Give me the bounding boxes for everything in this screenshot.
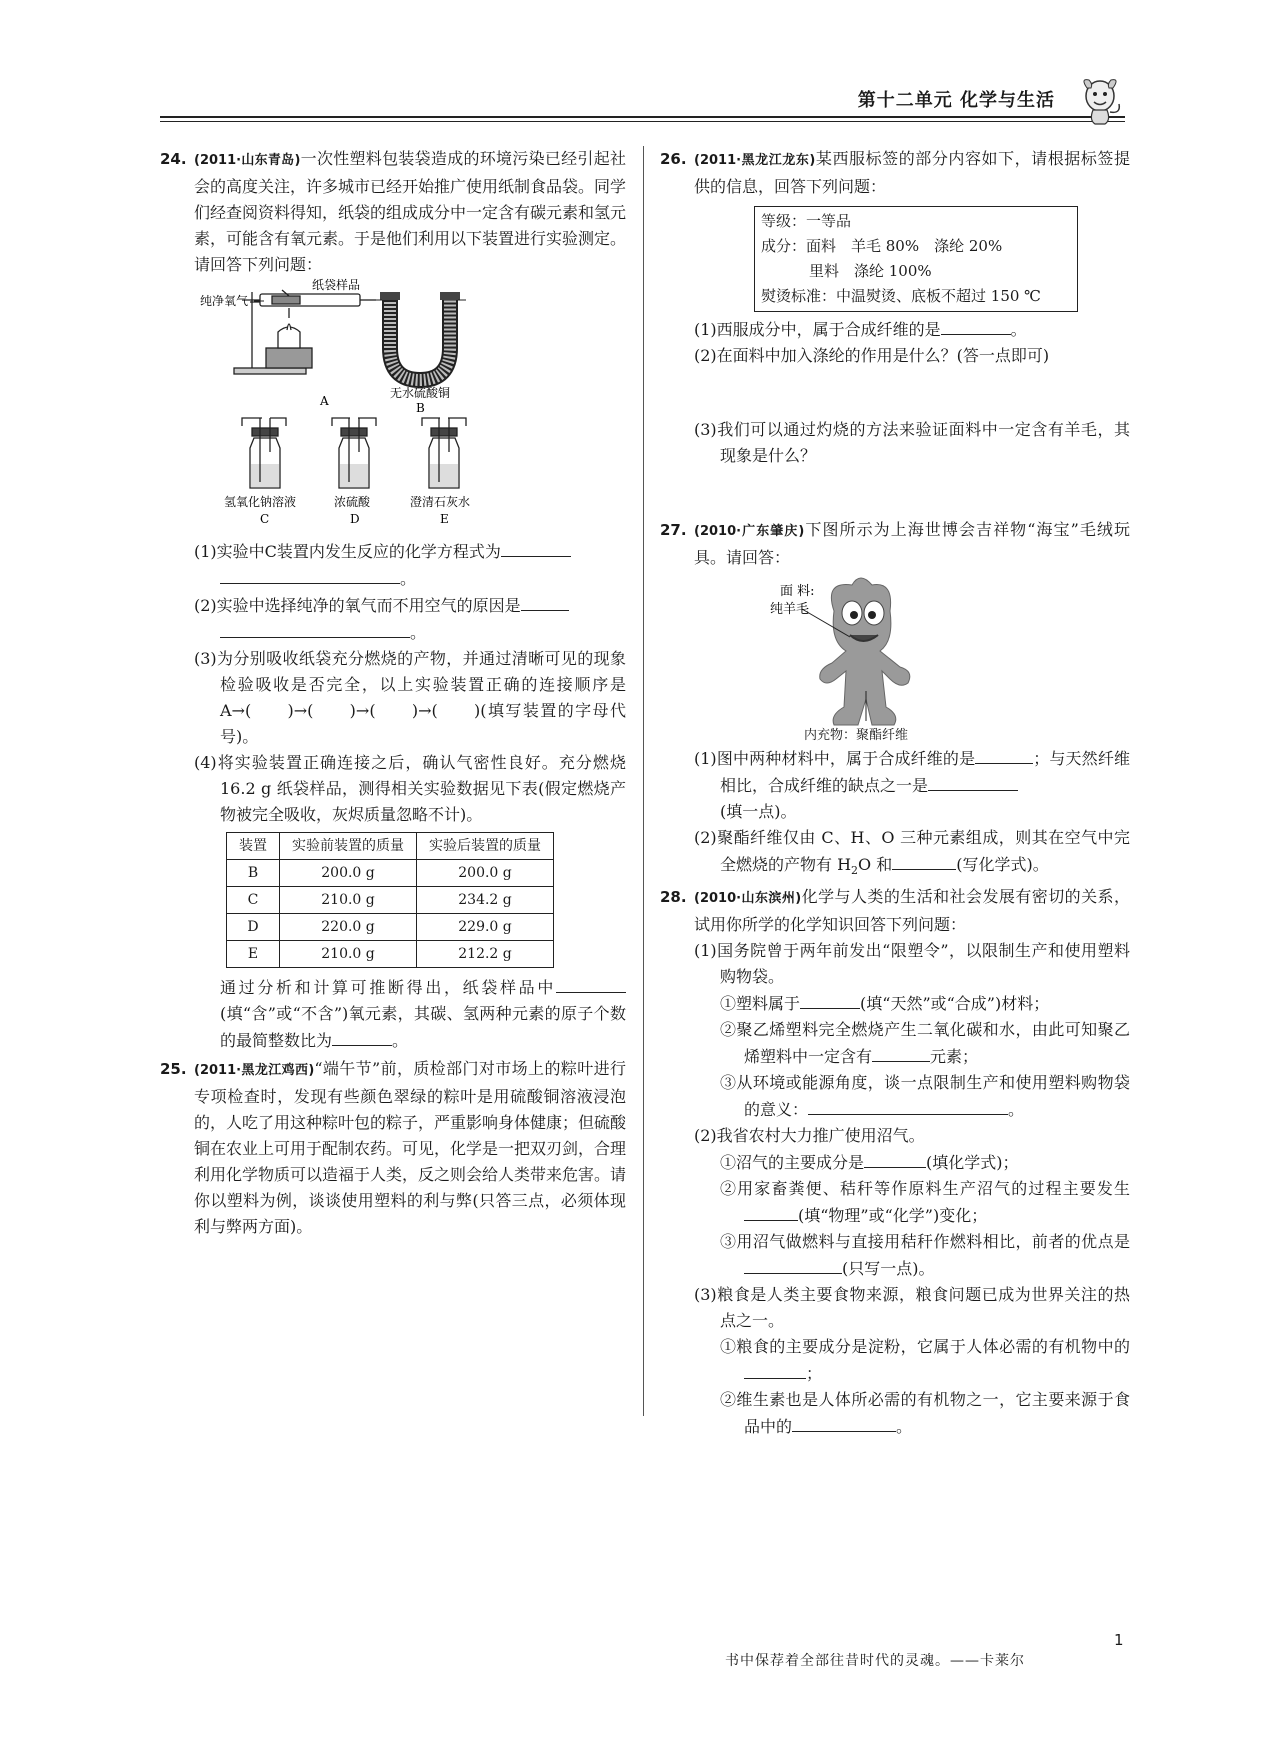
table-cell: 200.0 g [280, 860, 417, 887]
label-b: B [416, 401, 425, 415]
haibao-toy-image [694, 571, 1130, 731]
q28-part-1-3 [694, 1070, 1130, 1123]
part-text: (1)实验中C装置内发生反应的化学方程式为 [194, 542, 501, 561]
question-source: (2010·山东滨州) [694, 891, 802, 907]
question-number: 26. [660, 150, 687, 168]
question-stem: 一次性塑料包装袋造成的环境污染已经引起社会的高度关注，许多城市已经开始推广使用纸制食品袋。同学们经查阅资料得知，纸袋的组成成分中一定含有碳元素和氢元素，可能含有氧元素。于是他们利用以下装置进行实验测定。请回答下列问题： [194, 149, 627, 274]
label-e-name: 澄清石灰水 [410, 495, 471, 509]
answer-blank[interactable] [744, 1255, 842, 1274]
label-e: E [440, 512, 449, 526]
table-cell: 229.0 g [417, 914, 554, 941]
table-cell: E [227, 941, 280, 968]
unit-title: 第十二单元 化学与生活 [857, 90, 1055, 111]
label-oxygen: 纯净氧气 [200, 294, 249, 308]
answer-blank[interactable] [975, 745, 1033, 764]
answer-blank[interactable] [744, 1202, 798, 1221]
label-sample: 纸袋样品 [312, 278, 361, 292]
right-column [660, 146, 1130, 1440]
answer-blank[interactable] [800, 990, 860, 1009]
q24-part-2 [194, 592, 626, 646]
answer-blank[interactable] [941, 316, 1011, 335]
bottle-d [332, 418, 376, 488]
label-a: A [320, 394, 329, 408]
part-text: ③从环境或能源角度，谈一点限制生产和使用塑料购物袋的意义： [720, 1073, 1130, 1120]
page-header [160, 84, 1125, 124]
garment-label [754, 206, 1078, 312]
part-end: 。 [392, 1031, 409, 1050]
q28-part-2-2 [694, 1176, 1130, 1229]
question-source: (2010·广东肇庆) [694, 524, 805, 539]
question-27 [660, 517, 1130, 884]
page-number: 1 [1114, 1631, 1124, 1649]
q26-part-3: (3)我们可以通过灼烧的方法来验证面料中一定含有羊毛，其现象是什么？ [694, 420, 1130, 465]
question-source: (2011·黑龙江鸡西) [194, 1063, 315, 1078]
left-column [160, 146, 626, 1240]
question-25 [160, 1056, 626, 1240]
table-row [227, 860, 554, 887]
header-rule [160, 116, 1125, 118]
haibao-figure [694, 571, 1130, 731]
q27-part-2 [694, 825, 1130, 884]
question-number: 25. [160, 1060, 187, 1078]
part-text: (2)实验中选择纯净的氧气而不用空气的原因是 [194, 596, 521, 615]
q28-part-2-1 [694, 1149, 1130, 1176]
bottle-c [242, 418, 286, 488]
q26-part-1 [694, 316, 1130, 343]
q24-part-1 [194, 538, 626, 592]
table-cell: 234.2 g [417, 887, 554, 914]
q28-part-3-1 [694, 1334, 1130, 1387]
table-cell: B [227, 860, 280, 887]
label-filling: 内充物：聚酯纤维 [804, 728, 909, 743]
question-stem: “端午节”前，质检部门对市场上的粽叶进行专项检查时，发现有些颜色翠绿的粽叶是用硫酸铜溶液浸泡的，人吃了用这种粽叶包的粽子，严重影响身体健康；但硫酸铜在农业上可用于配制农药。可见，化学是一把双刃剑，合理利用化学物质可以造福于人类，反之则会给人类带来危害。请你以塑料为例，谈谈使用塑料的利与弊(只答三点，必须体现利与弊两方面)。 [194, 1059, 627, 1236]
q24-part-4: (4)将实验装置正确连接之后，确认气密性良好。充分燃烧 16.2 g 纸袋样品，测得相关实验数据见下表(假定燃烧产物被完全吸收，灰烬质量忽略不计)。 [194, 753, 626, 824]
q24-part-5 [194, 974, 626, 1054]
part-text: (填“含”或“不含”)氧元素，其碳、氢两种元素的原子个数的最简整数比为 [220, 1004, 626, 1050]
question-24 [160, 146, 626, 1054]
part-text: ； [806, 1364, 823, 1384]
part-text: ；与天然纤维相比，合成纤维的缺点之一是 [720, 749, 1130, 795]
question-stem: 下图所示为上海世博会吉祥物“海宝”毛绒玩具。请回答： [694, 520, 1130, 567]
answer-blank[interactable] [744, 1360, 806, 1379]
q24-part-3: (3)为分别吸收纸袋充分燃烧的产物，并通过清晰可见的现象检验吸收是否完全，以上实验装置正确的连接顺序是 A→( )→( )→( )→( )(填写装置的字母代号)。 [194, 649, 626, 746]
q28-part-1-1 [694, 990, 1130, 1017]
bottle-e [422, 418, 466, 488]
part-text: 通过分析和计算可推断得出，纸袋样品中 [220, 978, 556, 997]
q28-part-1: (1)国务院曾于两年前发出“限塑令”，以限制生产和使用塑料购物袋。 [694, 941, 1130, 987]
q28-part-3-2 [694, 1387, 1130, 1440]
part-text: (2)聚酯纤维仅由 C、H、O 三种元素组成，则其在空气中完全燃烧的产物有 H [694, 828, 1130, 874]
part-text: ②用家畜粪便、秸秆等作原料生产沼气的过程主要发生 [720, 1179, 1130, 1199]
question-source: (2011·黑龙江龙东) [694, 153, 816, 168]
answer-blank[interactable] [872, 1043, 930, 1062]
table-cell: 200.0 g [417, 860, 554, 887]
answer-blank[interactable] [864, 1149, 926, 1168]
question-stem: 化学与人类的生活和社会发展有密切的关系，试用你所学的化学知识回答下列问题： [694, 887, 1130, 935]
table-cell: 210.0 g [280, 887, 417, 914]
label-c: C [260, 512, 270, 526]
table-header-row [227, 833, 554, 860]
answer-blank[interactable] [792, 1413, 896, 1432]
q28-part-2: (2)我省农村大力推广使用沼气。 [694, 1126, 925, 1146]
part-text: (1)图中两种材料中，属于合成纤维的是 [694, 749, 976, 768]
table-row [227, 887, 554, 914]
answer-blank[interactable] [220, 565, 400, 584]
q28-part-2-3 [694, 1229, 1130, 1282]
question-number: 24. [160, 150, 187, 168]
answer-blank[interactable] [928, 772, 1018, 791]
part-text: (填“物理”或“化学”)变化； [798, 1206, 988, 1226]
table-header: 实验后装置的质量 [417, 833, 554, 860]
table-row [227, 914, 554, 941]
apparatus-diagram [194, 278, 626, 538]
part-text: 。 [1008, 1100, 1025, 1120]
mass-data-table [226, 832, 554, 968]
answer-blank[interactable] [892, 851, 956, 870]
question-source: (2011·山东青岛) [194, 153, 301, 168]
subscript: 2 [851, 864, 859, 878]
part-text: ②聚乙烯塑料完全燃烧产生二氧化碳和水，由此可知聚乙烯塑料中一定含有 [720, 1020, 1130, 1067]
part-text: ①粮食的主要成分是淀粉，它属于人体必需的有机物中的 [720, 1337, 1130, 1357]
answer-blank[interactable] [501, 538, 571, 557]
part-text: ②维生素也是人体所必需的有机物之一，它主要来源于食品中的 [720, 1390, 1130, 1437]
answer-blank[interactable] [220, 619, 410, 638]
part-end: 。 [410, 623, 427, 642]
table-row [227, 941, 554, 968]
column-divider [643, 146, 644, 1416]
mascot-icon [1075, 74, 1125, 126]
table-cell: 220.0 g [280, 914, 417, 941]
q28-part-1-2 [694, 1017, 1130, 1070]
answer-blank[interactable] [521, 592, 569, 611]
question-26 [660, 146, 1130, 469]
question-number: 27. [660, 521, 687, 539]
table-cell: D [227, 914, 280, 941]
label-d-name: 浓硫酸 [334, 495, 371, 509]
q26-part-2: (2)在面料中加入涤纶的作用是什么？(答一点即可) [694, 346, 1050, 365]
table-header: 装置 [227, 833, 280, 860]
question-28 [660, 884, 1130, 1440]
apparatus-figure [194, 278, 626, 538]
apparatus-a [234, 290, 376, 374]
part-text: ③用沼气做燃料与直接用秸秆作燃料相比，前者的优点是 [720, 1232, 1130, 1252]
label-face-wool: 纯羊毛 [770, 602, 810, 617]
q28-part-3: (3)粮食是人类主要食物来源，粮食问题已成为世界关注的热点之一。 [694, 1285, 1130, 1331]
footer-quote: 书中保荐着全部往昔时代的灵魂。——卡莱尔 [725, 1653, 1025, 1669]
part-end: 。 [400, 569, 417, 588]
part-text: (填“天然”或“合成”)材料； [860, 994, 1050, 1014]
label-d: D [350, 512, 360, 526]
part-text: (填化学式)； [926, 1153, 1019, 1173]
label-line: 等级：一等品 [761, 212, 852, 230]
part-text: (只写一点)。 [842, 1259, 935, 1279]
label-face-material: 面 料: [780, 584, 815, 599]
answer-blank[interactable] [556, 974, 626, 993]
table-cell: 210.0 g [280, 941, 417, 968]
q27-part-1 [694, 745, 1130, 825]
table-cell: 212.2 g [417, 941, 554, 968]
table-header: 实验前装置的质量 [280, 833, 417, 860]
part-text: (写化学式)。 [956, 855, 1049, 874]
label-line: 熨烫标准：中温熨烫、底板不超过 150 ℃ [761, 287, 1041, 305]
part-text: ①塑料属于 [720, 994, 801, 1014]
part-text: 元素； [930, 1047, 979, 1067]
header-rule-thin [160, 121, 1125, 122]
part-text: (1)西服成分中，属于合成纤维的是 [694, 320, 941, 339]
part-text: O 和 [858, 855, 893, 874]
part-end: 。 [1010, 320, 1027, 339]
part-text: 。 [896, 1417, 913, 1437]
answer-blank[interactable] [808, 1096, 1008, 1115]
part-text: ①沼气的主要成分是 [720, 1153, 865, 1173]
apparatus-b [376, 292, 466, 380]
label-line: 里料 涤纶 100% [809, 262, 932, 280]
question-stem: 某西服标签的部分内容如下，请根据标签提供的信息，回答下列问题： [694, 149, 1130, 196]
label-cuso4: 无水硫酸铜 [390, 386, 451, 400]
label-line: 成分：面料 羊毛 80% 涤纶 20% [761, 237, 1003, 255]
part-text: (填一点)。 [720, 802, 797, 821]
answer-blank[interactable] [332, 1027, 392, 1046]
table-cell: C [227, 887, 280, 914]
label-c-name: 氢氧化钠溶液 [224, 495, 297, 509]
question-number: 28. [660, 888, 687, 907]
